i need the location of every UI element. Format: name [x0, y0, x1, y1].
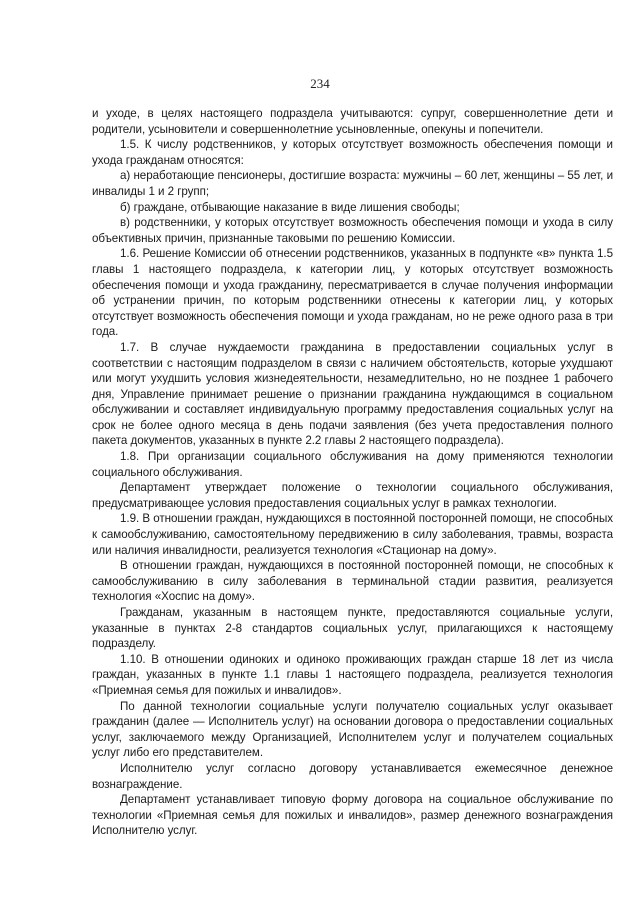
paragraph-1-9: 1.9. В отношении граждан, нуждающихся в постоянной посторонней помощи, не способных к самообслуживанию, самостоятельному передвижению в силу заболевания, травмы, возраста или наличия инвалидности, реализуется технология «Стационар на дому».	[92, 512, 613, 557]
paragraph-1-8: 1.8. При организации социального обслуживания на дому применяются технологии социального обслуживания.	[92, 450, 613, 479]
paragraph-1-7: 1.7. В случае нуждаемости гражданина в предоставлении социальных услуг в соответствии с настоящим подразделом в связи с наличием обстоятельств, которые ухудшают или могут ухудшить условия жизнедеятельности, незамедлительно, но не позднее 1 рабочего дня, Управление принимает решение о признании гражданина нуждающимся в социальном обслуживании и составляет индивидуальную программу предоставления социальных услуг на срок не более одного месяца в день подачи заявления (без учета предоставления полного пакета документов, указанных в пункте 2.2 главы 2 настоящего подраздела).	[92, 340, 613, 448]
paragraph-1-5-v: в) родственники, у которых отсутствует возможность обеспечения помощи и ухода в силу объективных причин, признанные таковыми по решению Комиссии.	[92, 216, 613, 245]
document-body	[92, 106, 613, 839]
paragraph-remuneration: Исполнителю услуг согласно договору устанавливается ежемесячное денежное вознаграждение.	[92, 761, 613, 791]
paragraph-executor: По данной технологии социальные услуги получателю социальных услуг оказывает гражданин (далее — Исполнитель услуг) на основании договора о предоставлении социальных услуг, заключаемого между Организацией, Исполнителем услуг и получателем социальных услуг либо его представителем.	[92, 699, 613, 760]
paragraph-hospice: В отношении граждан, нуждающихся в постоянной посторонней помощи, не способных к самообслуживанию в силу заболевания в терминальной стадии развития, реализуется технология «Хоспис на дому».	[92, 559, 613, 604]
paragraph-1-6: 1.6. Решение Комиссии об отнесении родственников, указанных в подпункте «в» пункта 1.5 главы 1 настоящего подраздела, к категории лиц, у которых отсутствует возможность обеспечения помощи и ухода гражданину, пересматривается в случае получения информации об устранении причин, по которым родственники отнесены к категории лиц, у которых отсутствует возможность обеспечения помощи и ухода гражданам, но не реже одного раза в три года.	[92, 247, 613, 339]
paragraph-continuation: и уходе, в целях настоящего подраздела учитываются: супруг, совершеннолетние дети и родители, усыновители и совершеннолетние усыновленные, опекуны и попечители.	[92, 107, 613, 136]
paragraph-services-list: Гражданам, указанным в настоящем пункте, предоставляются социальные услуги, указанные в пунктах 2-8 стандартов социальных услуг, прилагающихся к настоящему подразделу.	[92, 606, 613, 651]
paragraph-1-5-a: а) неработающие пенсионеры, достигшие возраста: мужчины – 60 лет, женщины – 55 лет, и инвалиды 1 и 2 групп;	[92, 169, 613, 198]
paragraph-1-10: 1.10. В отношении одиноких и одиноко проживающих граждан старше 18 лет из числа граждан, указанных в пункте 1.1 главы 1 настоящего подраздела, реализуется технология «Приемная семья для пожилых и инвалидов».	[92, 652, 613, 697]
paragraph-1-5-b: б) граждане, отбывающие наказание в виде лишения свободы;	[120, 200, 460, 214]
page-number: 234	[310, 76, 330, 91]
paragraph-department-approval: Департамент утверждает положение о технологии социального обслуживания, предусматривающее условия предоставления социальных услуг в рамках технологии.	[92, 481, 613, 510]
paragraph-contract-form: Департамент устанавливает типовую форму договора на социальное обслуживание по технологии «Приемная семья для пожилых и инвалидов», размер денежного вознаграждения Исполнителю услуг.	[92, 793, 613, 838]
paragraph-1-5: 1.5. К числу родственников, у которых отсутствует возможность обеспечения помощи и ухода гражданам относятся:	[92, 138, 613, 167]
